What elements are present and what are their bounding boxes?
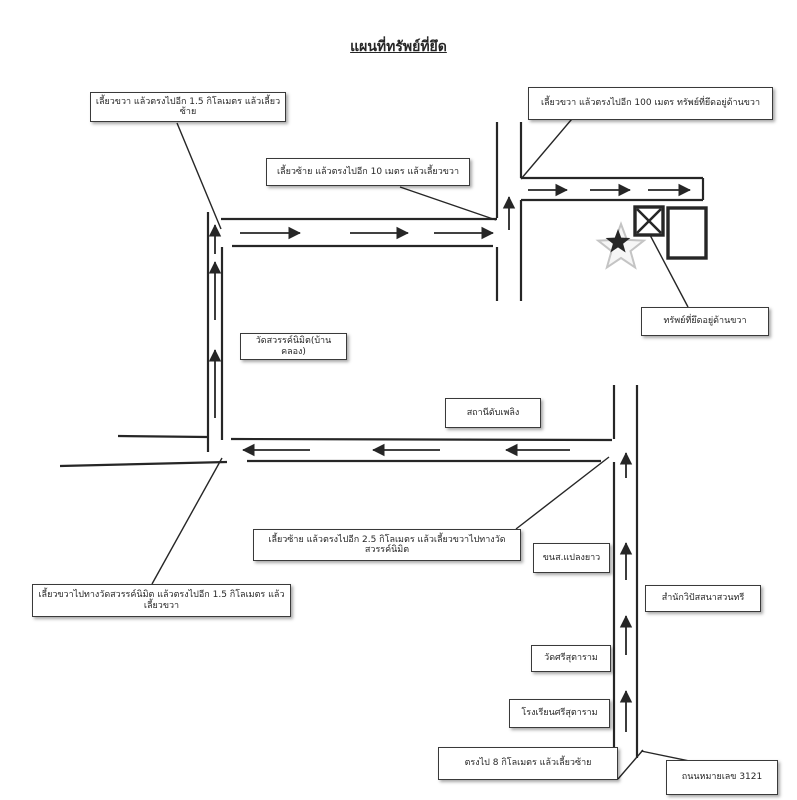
label-fire-station: สถานีดับเพลิง [445, 398, 541, 428]
label-wat-si-sutaram: วัดศรีสุตาราม [531, 645, 611, 672]
label-turn-left-2-5km: เลี้ยวซ้าย แล้วตรงไปอีก 2.5 กิโลเมตร แล้วเลี้ยวขวาไปทางวัดสวรรค์นิมิต [253, 529, 521, 561]
pointer-line [152, 458, 222, 584]
label-school-si-sutaram: โรงเรียนศรีสุตาราม [509, 699, 610, 728]
pointer-line [177, 123, 221, 229]
pointer-line [521, 113, 577, 179]
property-x-marker [635, 207, 663, 235]
page-title: แผนที่ทรัพย์ที่ยึด [350, 39, 447, 55]
label-go-straight-8km: ตรงไป 8 กิโลเมตร แล้วเลี้ยวซ้าย [438, 747, 618, 780]
pointer-line [400, 187, 496, 220]
road-middle-horizontal [60, 436, 612, 466]
label-meditation-center: สำนักวิปัสสนาสวนทรี [645, 585, 761, 612]
label-turn-left-10m: เลี้ยวซ้าย แล้วตรงไปอีก 10 เมตร แล้วเลี้ยวขวา [266, 158, 470, 186]
label-transport-office: ขนส.แปลงยาว [533, 543, 610, 573]
label-turn-right-100m: เลี้ยวขวา แล้วตรงไปอีก 100 เมตร ทรัพย์ที่ยึดอยู่ด้านขวา [528, 87, 773, 120]
label-turn-right-1-5km: เลี้ยวขวา แล้วตรงไปอีก 1.5 กิโลเมตร แล้วเลี้ยวซ้าย [90, 92, 286, 122]
road-to-property [521, 178, 703, 200]
label-property-on-right: ทรัพย์ที่ยึดอยู่ด้านขวา [641, 307, 769, 336]
label-road-number-3121: ถนนหมายเลข 3121 [666, 760, 778, 795]
label-turn-right-to-wat: เลี้ยวขวาไปทางวัดสวรรค์นิมิต แล้วตรงไปอีก 1.5 กิโลเมตร แล้วเลี้ยวขวา [32, 584, 291, 617]
building-outline [668, 208, 706, 258]
pointer-line [516, 457, 609, 529]
label-wat-sawan-nimit: วัดสวรรค์นิมิต(บ้านคลอง) [240, 333, 347, 360]
pointer-line [618, 750, 643, 779]
